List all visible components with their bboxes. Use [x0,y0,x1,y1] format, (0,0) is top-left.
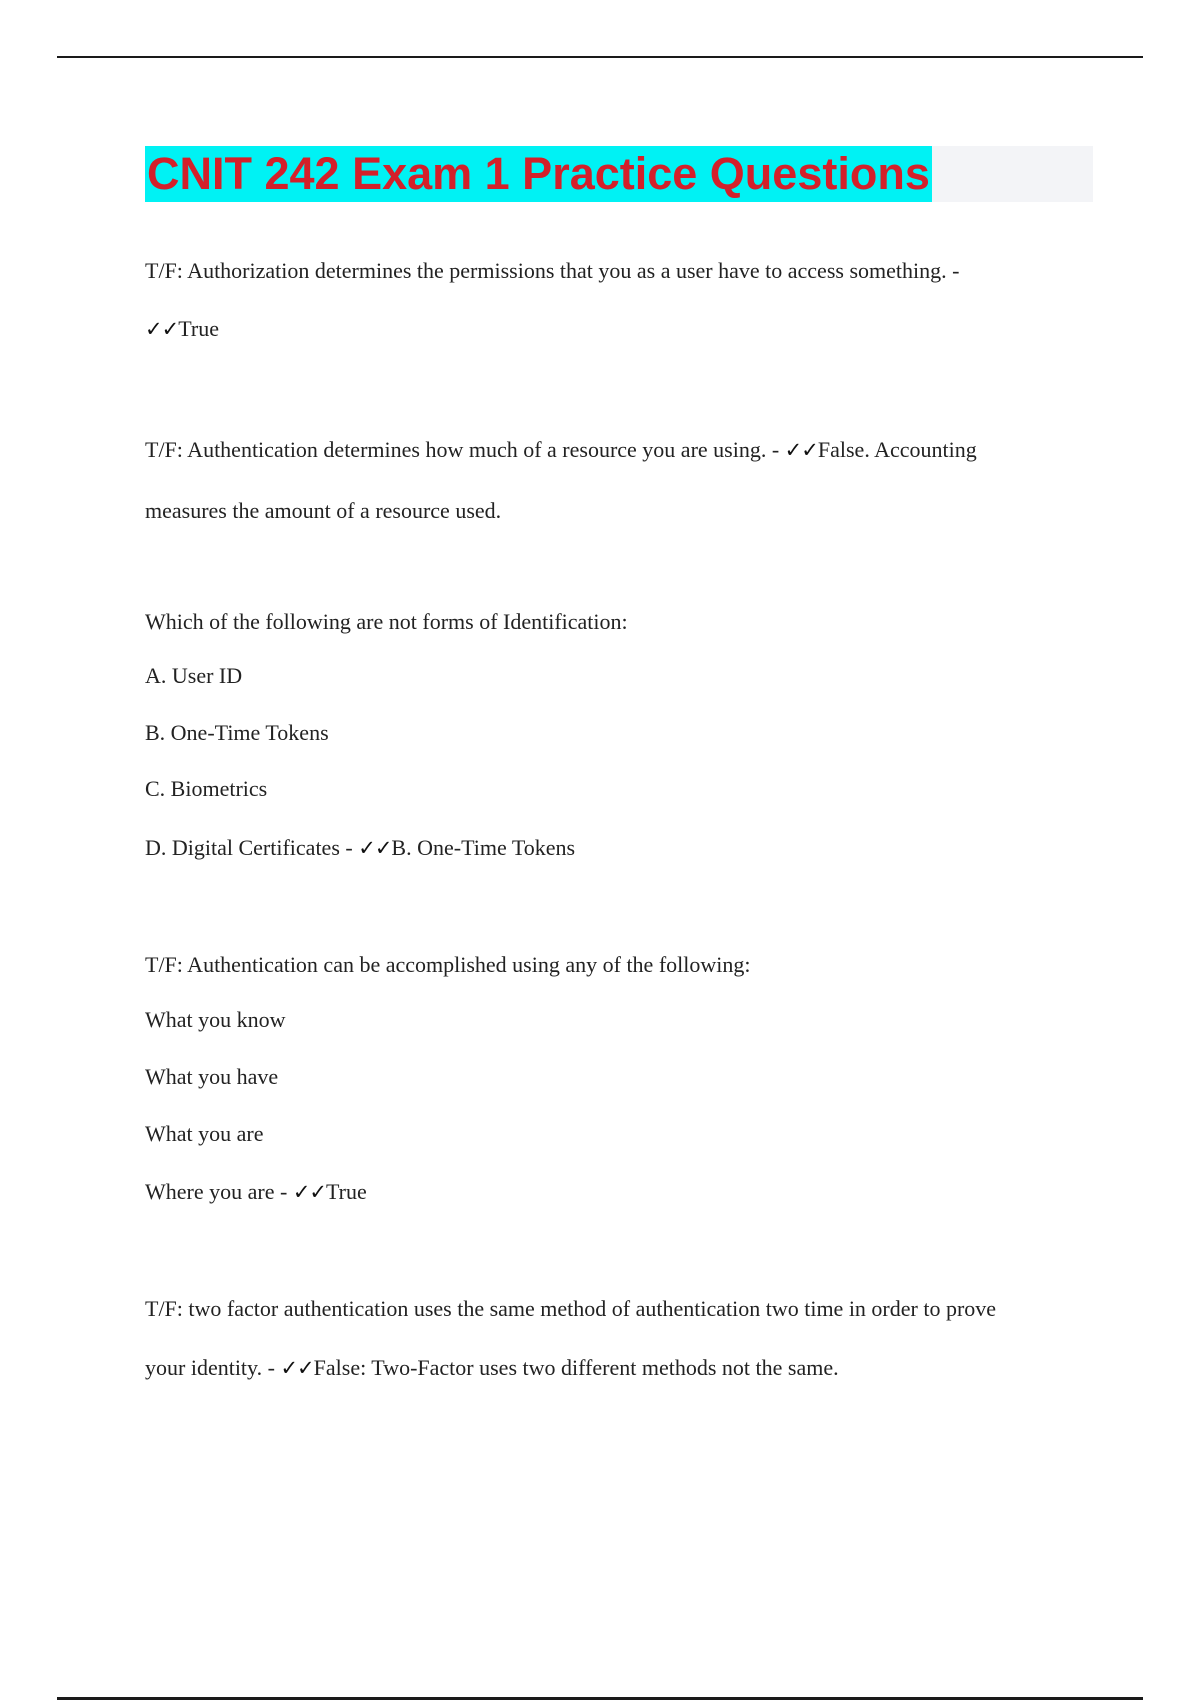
q4-item-are: What you are [145,1121,264,1146]
header-rule [57,56,1143,58]
check-mark-icon: ✓✓ [292,1180,327,1204]
q4-item-have: What you have [145,1064,279,1089]
q1-text: T/F: Authorization determines the permissions that you as a user have to access something. - [145,258,960,283]
q2-text: T/F: Authentication determines how much of a resource you are using. - [145,437,785,462]
q3-option-d: D. Digital Certificates - [145,835,359,860]
q4-item-where-line [145,1178,367,1206]
q3-option-a: A. User ID [145,663,243,688]
q5-line2 [145,1354,839,1382]
q5-text: your identity. - [145,1355,281,1380]
q5-answer: False: Two-Factor uses two different methods not the same. [313,1355,839,1380]
q5-line1: T/F: two factor authentication uses the same method of authentication two time in order to prove [145,1296,997,1321]
q3-option-b: B. One-Time Tokens [145,720,329,745]
check-mark-icon: ✓✓ [784,438,818,462]
check-mark-icon: ✓✓ [145,317,179,341]
q1-answer: True [178,316,219,341]
q3-option-d-line [145,834,575,862]
q2-line1 [145,436,977,464]
q3-option-c: C. Biometrics [145,776,268,801]
q2-line2: measures the amount of a resource used. [145,498,502,523]
q4-item-where: Where you are - [145,1179,293,1204]
q3-prompt: Which of the following are not forms of Identification: [145,609,628,634]
q4-prompt: T/F: Authentication can be accomplished using any of the following: [145,952,751,977]
q4-item-know: What you know [145,1007,286,1032]
check-mark-icon: ✓✓ [280,1356,314,1380]
q3-answer: B. One-Time Tokens [391,835,576,860]
q1-answer-line [145,315,219,343]
check-mark-icon: ✓✓ [358,836,392,860]
document-title: CNIT 242 Exam 1 Practice Questions [145,146,932,202]
q2-answer: False. Accounting [817,437,977,462]
q4-answer: True [326,1179,367,1204]
